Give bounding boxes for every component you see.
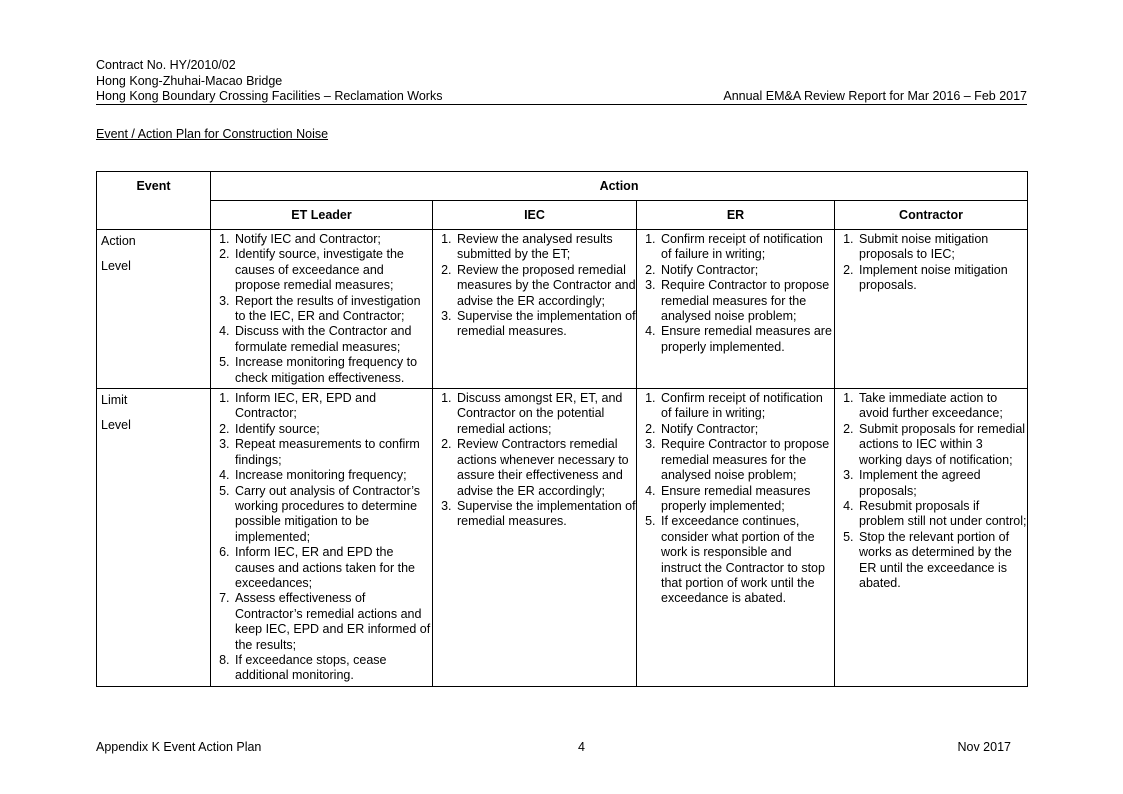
action-list — [835, 391, 1027, 591]
list-item: 2. Notify Contractor; — [659, 422, 834, 437]
table-row — [97, 230, 1028, 389]
action-cell-iec — [433, 389, 637, 687]
action-cell-er — [637, 389, 835, 687]
list-item: 1. Take immediate action to avoid further exceedance; — [857, 391, 1027, 422]
list-item: 8. If exceedance stops, cease additional monitoring. — [233, 653, 432, 684]
action-cell-et-leader — [211, 230, 433, 389]
list-item: 2. Submit proposals for remedial actions to IEC within 3 working days of notification; — [857, 422, 1027, 468]
column-header-contractor: Contractor — [835, 201, 1028, 230]
action-cell-contractor — [835, 230, 1028, 389]
page-header-left — [96, 58, 442, 105]
list-item: 1. Confirm receipt of notification of failure in writing; — [659, 232, 834, 263]
event-name: Action — [101, 234, 136, 248]
action-list — [637, 232, 834, 355]
list-item: 4. Increase monitoring frequency; — [233, 468, 432, 483]
list-item: 5. Increase monitoring frequency to check mitigation effectiveness. — [233, 355, 432, 386]
document-title: Event / Action Plan for Construction Noise — [96, 127, 329, 141]
list-item: 4. Ensure remedial measures properly implemented; — [659, 484, 834, 515]
list-item: 3. Implement the agreed proposals; — [857, 468, 1027, 499]
list-item: 1. Review the analysed results submitted by the ET; — [455, 232, 636, 263]
event-cell — [97, 389, 211, 687]
list-item: 5. Stop the relevant portion of works as determined by the ER until the exceedance is abated. — [857, 530, 1027, 592]
column-header-et-leader: ET Leader — [211, 201, 433, 230]
action-list — [433, 391, 636, 530]
action-list — [637, 391, 834, 607]
column-header-iec: IEC — [433, 201, 637, 230]
column-header-er: ER — [637, 201, 835, 230]
event-level: Level — [101, 417, 131, 432]
list-item: 3. Report the results of investigation to the IEC, ER and Contractor; — [233, 294, 432, 325]
footer-date: Nov 2017 — [957, 740, 1011, 754]
action-cell-contractor — [835, 389, 1028, 687]
footer-appendix: Appendix K Event Action Plan — [96, 740, 262, 754]
event-column-header: Event — [97, 172, 211, 230]
list-item: 5. If exceedance continues, consider what portion of the work is responsible and instruct the Contractor to stop that portion of work until the exceedance is abated. — [659, 514, 834, 606]
facility-name: Hong Kong Boundary Crossing Facilities – Reclamation Works — [96, 89, 443, 103]
list-item: 3. Require Contractor to propose remedial measures for the analysed noise problem; — [659, 278, 834, 324]
list-item: 2. Review Contractors remedial actions whenever necessary to assure their effectiveness and advise the ER accordingly; — [455, 437, 636, 499]
action-list — [211, 232, 432, 386]
list-item: 2. Notify Contractor; — [659, 263, 834, 278]
action-cell-er — [637, 230, 835, 389]
list-item: 5. Carry out analysis of Contractor’s working procedures to determine possible mitigation to be implemented; — [233, 484, 432, 546]
list-item: 1. Discuss amongst ER, ET, and Contractor on the potential remedial actions; — [455, 391, 636, 437]
list-item: 6. Inform IEC, ER and EPD the causes and actions taken for the exceedances; — [233, 545, 432, 591]
action-cell-et-leader — [211, 389, 433, 687]
event-level: Level — [101, 258, 131, 273]
list-item: 3. Require Contractor to propose remedial measures for the analysed noise problem; — [659, 437, 834, 483]
action-list — [433, 232, 636, 340]
event-action-table — [96, 171, 1028, 687]
footer-page-number: 4 — [578, 740, 585, 754]
action-cell-iec — [433, 230, 637, 389]
list-item: 3. Repeat measurements to confirm findings; — [233, 437, 432, 468]
list-item: 1. Submit noise mitigation proposals to IEC; — [857, 232, 1027, 263]
header-divider — [96, 104, 1027, 105]
list-item: 4. Resubmit proposals if problem still not under control; — [857, 499, 1027, 530]
action-list — [211, 391, 432, 684]
table-row — [97, 389, 1028, 687]
contract-number: Contract No. HY/2010/02 — [96, 58, 236, 72]
list-item: 1. Notify IEC and Contractor; — [233, 232, 432, 247]
list-item: 2. Implement noise mitigation proposals. — [857, 263, 1027, 294]
event-cell — [97, 230, 211, 389]
action-column-header: Action — [211, 172, 1028, 201]
report-name: Annual EM&A Review Report for Mar 2016 – Feb 2017 — [723, 89, 1027, 103]
list-item: 3. Supervise the implementation of remedial measures. — [455, 499, 636, 530]
list-item: 2. Review the proposed remedial measures by the Contractor and advise the ER accordingly; — [455, 263, 636, 309]
list-item: 4. Discuss with the Contractor and formulate remedial measures; — [233, 324, 432, 355]
list-item: 4. Ensure remedial measures are properly implemented. — [659, 324, 834, 355]
list-item: 7. Assess effectiveness of Contractor’s remedial actions and keep IEC, EPD and ER informed of the results; — [233, 591, 432, 653]
event-name: Limit — [101, 393, 128, 408]
list-item: 1. Inform IEC, ER, EPD and Contractor; — [233, 391, 432, 422]
list-item: 3. Supervise the implementation of remedial measures. — [455, 309, 636, 340]
list-item: 2. Identify source; — [233, 422, 432, 437]
action-list — [835, 232, 1027, 294]
list-item: 2. Identify source, investigate the causes of exceedance and propose remedial measures; — [233, 247, 432, 293]
project-name: Hong Kong-Zhuhai-Macao Bridge — [96, 73, 283, 88]
list-item: 1. Confirm receipt of notification of failure in writing; — [659, 391, 834, 422]
